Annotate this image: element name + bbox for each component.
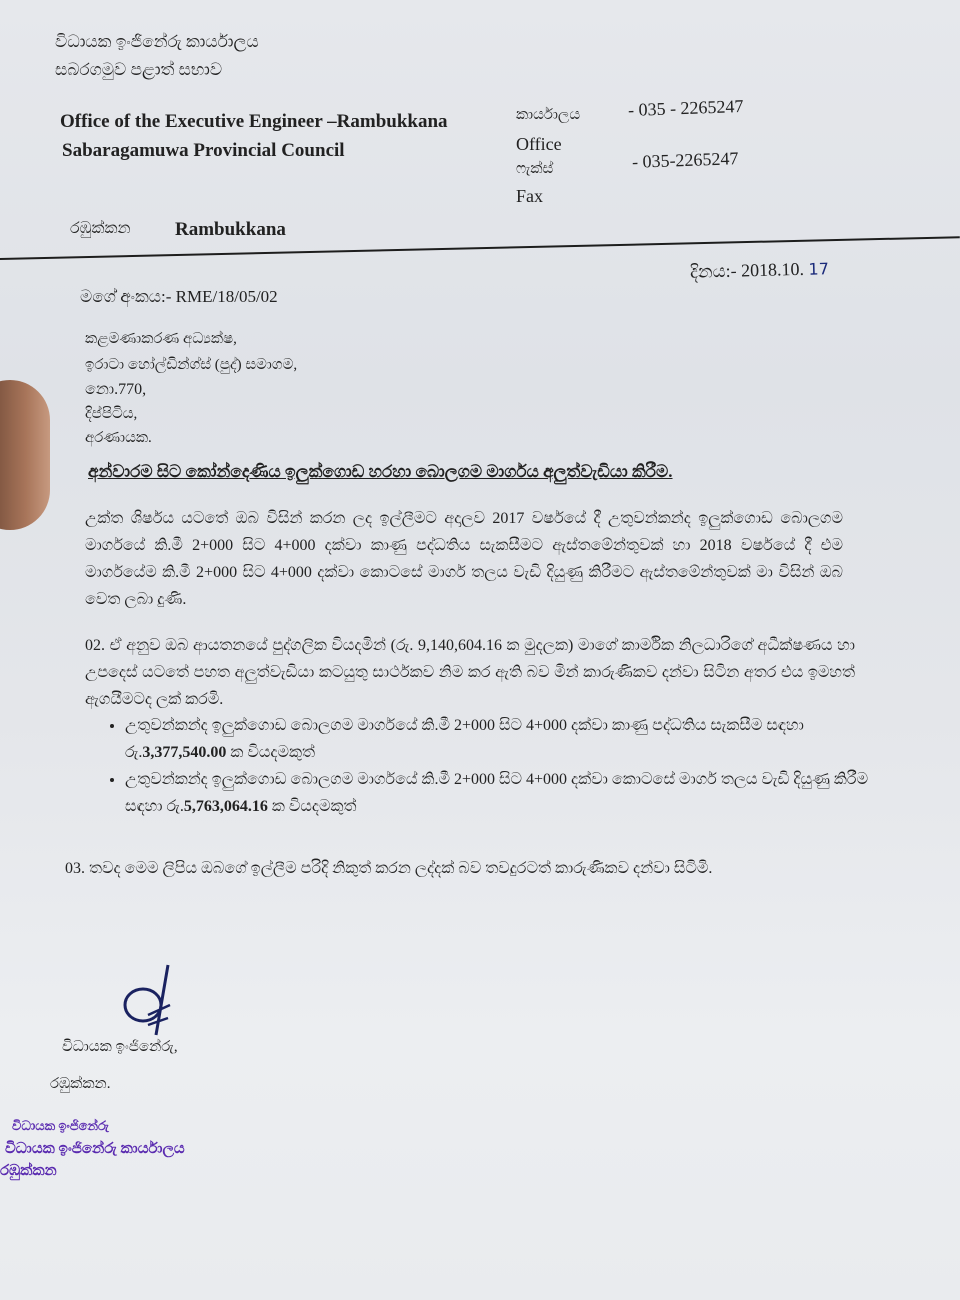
date (690, 258, 829, 283)
town-english: Rambukkana (175, 219, 286, 240)
cost-item-suffix: ක වියදමකුත් (267, 798, 357, 815)
fax-label-sinhala: ෆැක්ස් (516, 161, 554, 177)
cost-amount: 5,763,064.16 (183, 798, 268, 815)
fax-label-english: Fax (516, 186, 543, 206)
office-name-sinhala: විධායක ඉංජිනේරු කාර්යාලය (55, 32, 259, 51)
address-line: අරණායක. (85, 430, 152, 446)
cost-item-suffix: ක වියදමකුත් (226, 744, 315, 761)
reference-number: මගේ අංකය:- RME/18/05/02 (80, 287, 278, 306)
letter-subject: අන්වාරම සිට කෝන්දෙණිය ඉලුක්ගොඩ හරහා බොලගම මාර්ගය අලුත්වැඩියා කිරීම. (88, 462, 673, 481)
stamp-line: රඹුක්කන (0, 1163, 57, 1179)
address-line: කළමණාකරණ අධ්‍යක්ෂ, (85, 331, 237, 347)
handwritten-signature (118, 960, 178, 1040)
council-name-english: Sabaragamuwa Provincial Council (62, 140, 345, 161)
paragraph-2: 02. ඒ අනුව ඔබ ආයතනයේ පුද්ගලික වියදමින් (රු. 9,140,604.16 ක මුදලක) මාගේ කාර්මික නිලධාරිගේ අධීක්ෂණය හා උපදෙස් යටතේ පහත අලුත්වැඩියා කටයුතු සාර්ථකව නිම කර ඇති බව මින් කාරුණිකව දන්වා සිටින අතර එය ඉමහත් ඇගයීමටද ලක් කරමි. (85, 637, 855, 708)
date-label: දිනය:- 2018.10. (689, 258, 805, 282)
cost-amount: 3,377,540.00 (142, 744, 227, 761)
office-label-sinhala: කාර්යාලය (516, 107, 581, 123)
cost-item-text: උතුවන්කන්ද ඉලුක්ගොඩ බොලගම මාර්ගයේ කි.මී 2+000 සිට 4+000 දක්වා කොටසේ මාර්ග තලය වැඩි දියුණු කිරීම සඳහා රු. (125, 771, 869, 815)
signatory-title: විධායක ඉංජිනේරු, (62, 1039, 178, 1055)
town-sinhala: රඹුක්කන (70, 220, 131, 237)
fax-phone: - 035-2265247 (631, 148, 739, 172)
signatory-place: රඹුක්කන. (50, 1076, 111, 1092)
cost-item (125, 766, 885, 820)
cost-item-text: උතුවන්කන්ද ඉලුක්ගොඩ බොලගම මාර්ගයේ කි.මී 2+000 සිට 4+000 දක්වා කාණු පද්ධතිය සැකසීම සඳහා රු. (125, 717, 804, 761)
cost-item (125, 712, 885, 766)
office-phone: - 035 - 2265247 (627, 95, 744, 121)
office-name-english: Office of the Executive Engineer –Rambukkana (60, 111, 448, 132)
address-line: නො.770, (85, 381, 147, 398)
paragraph-3: 03. තවද මෙම ලිපිය ඔබගේ ඉල්ලීම පරිදි නිකුත් කරන ලද්දක් බව තවදුරටත් කාරුණිකව දන්වා සිටිමි. (65, 860, 713, 877)
cost-list (105, 712, 885, 820)
date-day-handwritten: 17 (808, 259, 830, 279)
thumb (0, 380, 50, 530)
office-label-english: Office (516, 134, 562, 154)
paragraph-1: උක්ත ශිර්ෂය යටතේ ඔබ විසින් කරන ලද ඉල්ලීමට අදාලව 2017 වර්ෂයේ දී උතුවන්කන්ද ඉලුක්ගොඩ බොලගම මාර්ගයේ කි.මී 2+000 සිට 4+000 දක්වා කාණු පද්ධතිය සැකසීමට ඇස්තමේන්තුවක් හා 2018 වර්ෂයේ දී එම මාර්ගයේම කි.මී 2+000 සිට 4+000 දක්වා කොටසේ මාර්ග තලය වැඩි දියුණු කිරීමට ඇස්තමේන්තුවක් මා විසින් ඔබ වෙත ලබා දුණි. (85, 510, 843, 608)
council-name-sinhala: සබරගමුව පළාත් සභාව (55, 60, 223, 79)
stamp-line: විධායක ඉංජිනේරු (12, 1118, 109, 1133)
address-line: ඉරාටා හෝල්ඩින්ග්ස් (පුද්) සමාගම, (85, 357, 298, 373)
stamp-line: විධායක ඉංජිනේරු කාර්යාලය (5, 1141, 185, 1157)
address-line: දිප්පිටිය, (85, 406, 138, 422)
